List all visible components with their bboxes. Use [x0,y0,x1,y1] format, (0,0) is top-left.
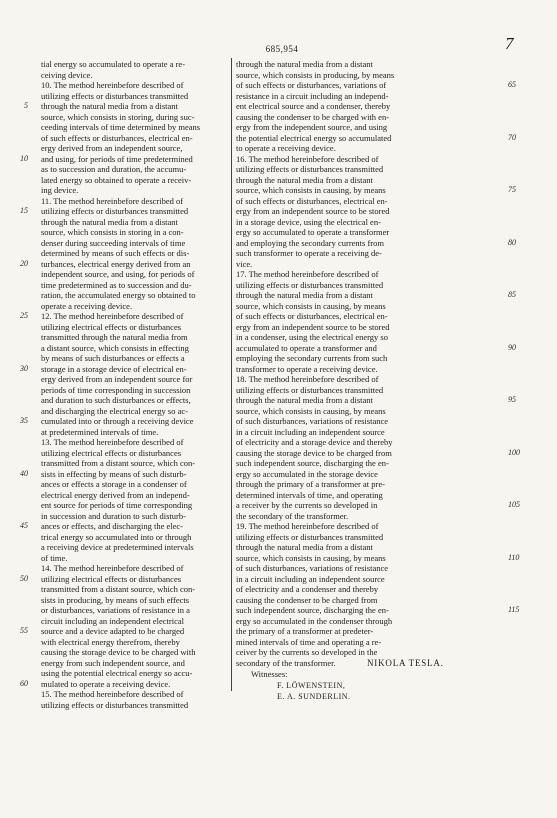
text-line: by means of such disturbances or effects a [41,353,185,363]
line-number: 95 [508,395,516,404]
text-line: a receiving device at predetermined intervals [41,542,194,552]
column-divider [231,58,232,691]
text-line: electrical energy derived from an independ- [41,489,190,500]
text-line: through the natural media from a distant [236,290,373,300]
text-line: storage in a storage device of electrical en- [41,363,187,374]
text-line: the potential electrical energy so accumulated [236,132,392,143]
text-line: a receiver by the currents so developed in [236,500,378,510]
text-line: of such effects or disturbances, electrical en- [236,195,388,206]
text-line: ergy so accumulated in the condenser through [236,615,393,626]
text-line: ergy from an independent source to be stored [236,206,390,216]
text-line: in a condenser, using the electrical energy so [236,332,388,342]
text-line: source, which consists in producing, by means [236,69,395,80]
witnesses-block [251,669,351,702]
text-line: circuit including an independent electrical [41,615,185,626]
text-line: of such disturbances, variations of resistance [236,416,389,426]
text-line: energy from such independent source, and [41,657,185,668]
line-number: 30 [20,363,28,373]
text-line: accumulated to operate a transformer and [236,342,377,353]
text-line: cumulated into or through a receiving device [41,416,194,426]
text-line: transmitted from a distant source, which con- [41,584,196,594]
text-line: ration, the accumulated energy so obtained to [41,290,196,300]
text-line: through the natural media from a distant [236,174,373,185]
text-line: of such effects or disturbances, electrical en- [236,311,388,321]
text-line: 13. The method hereinbefore described of [41,437,184,447]
text-line: 16. The method hereinbefore described of [236,153,379,164]
text-line: such independent source, discharging the en- [236,605,389,615]
text-line: periods of time corresponding in succession [41,384,191,395]
line-number: 85 [508,290,516,299]
line-number: 60 [20,678,28,688]
text-line: operate a receiving device. [41,300,133,311]
text-line: at predetermined intervals of time. [41,426,159,437]
right-column [236,59,426,668]
text-line: of such disturbances, variations of resistance [236,563,389,573]
text-line: ent electrical source and a condenser, thereby [236,101,391,111]
text-line: through the natural media from a distant [236,59,373,69]
text-line: secondary of the transformer. [236,657,336,668]
inventor-signature: NIKOLA TESLA. [367,658,444,668]
text-line: utilizing effects or disturbances transmitted [41,206,189,216]
text-line: source, which consists in causing, by means [236,300,386,311]
text-line: ances or effects a storage in a condenser of [41,479,187,489]
text-line: determined intervals of time, and operating [236,489,383,500]
text-line: of time. [41,552,68,563]
text-line: utilizing effects or disturbances transmitted [41,699,189,710]
text-line: to operate a receiving device. [236,143,336,153]
text-line: through the primary of a transformer at pre- [236,479,385,489]
line-number: 75 [508,185,516,194]
text-line: in a storage device, using the electrical en- [236,216,381,227]
witness-name: F. LÖWENSTEIN, [277,681,346,690]
text-line: utilizing effects or disturbances transmitted [41,90,189,101]
text-line: ergy from an independent source to be stored [236,321,390,332]
text-line: transmitted through the natural media from [41,332,188,342]
text-line: ergy so accumulated to operate a transformer [236,227,390,237]
text-line: ent source for periods of time corresponding [41,500,193,510]
text-line: ergy from the independent source, and using [236,122,388,132]
text-line: source, which consists in causing, by means [236,185,386,195]
text-line: 17. The method hereinbefore described of [236,269,379,279]
line-number: 40 [20,468,28,478]
text-line: through the natural media from a distant [41,101,178,111]
text-line: independent source, and using, for periods of [41,269,195,279]
text-line: 19. The method hereinbefore described of [236,521,379,531]
text-line: utilizing effects or disturbances transmitted [236,531,384,542]
text-line: source, which consists in storing in a con- [41,227,184,237]
text-line: denser during succeeding intervals of time [41,237,186,248]
text-line: determined by means of such effects or dis- [41,248,190,258]
text-line: ceiver by the currents so developed in the [236,647,378,657]
text-line: vice. [236,258,253,269]
line-number: 110 [508,552,520,562]
text-line: ergy derived from an independent source for [41,374,193,384]
text-line: the primary of a transformer at predeter- [236,626,374,636]
text-line: or disturbances, variations of resistance in a [41,605,190,615]
text-line: utilizing electrical effects or disturbances [41,321,182,332]
text-line: sists in producing, by means of such effects [41,594,190,605]
text-line: transmitted from a distant source, which con- [41,458,196,468]
text-line: turbances, electrical energy derived from an [41,258,191,269]
line-number: 105 [508,500,520,509]
line-number: 10 [20,153,28,163]
text-line: through the natural media from a distant [41,216,178,227]
text-line: mined intervals of time and operating a re- [236,636,382,647]
text-line: tial energy so accumulated to operate a re- [41,59,186,69]
text-line: trical energy so accumulated into or through [41,531,192,542]
line-number: 15 [20,206,28,215]
text-line: as to succession and duration, the accumu- [41,164,187,174]
text-line: ances or effects, and discharging the elec- [41,521,183,531]
text-line: 14. The method hereinbefore described of [41,563,184,573]
text-line: 18. The method hereinbefore described of [236,374,379,384]
line-number: 35 [20,416,28,425]
text-line: using the potential electrical energy so accu- [41,668,193,678]
line-number: 25 [20,311,28,320]
text-line: source, which consists in causing, by means [236,405,386,416]
text-line: employing the secondary currents from such [236,353,388,363]
text-line: transformer to operate a receiving device. [236,363,378,374]
text-line: causing the storage device to be charged with [41,647,196,657]
line-number: 90 [508,342,516,352]
text-line: ing device. [41,185,79,195]
text-line: a distant source, which consists in effecting [41,342,189,353]
text-line: ceiving device. [41,69,93,80]
text-line: resistance in a circuit including an independ- [236,90,389,101]
line-number: 115 [508,605,520,614]
text-line: and duration to such disturbances or effects, [41,395,191,405]
text-line: utilizing electrical effects or disturbances [41,573,182,584]
text-line: and discharging the electrical energy so ac- [41,405,188,416]
patent-number: 685,954 [265,44,299,54]
text-line: and using, for periods of time predetermined [41,153,193,164]
text-line: in succession and duration to such disturb- [41,510,186,521]
text-line: utilizing effects or disturbances transmitted [236,384,384,395]
left-column [41,59,226,710]
line-number: 45 [20,521,28,530]
text-line: ergy so accumulated in the storage device [236,468,378,479]
line-number: 80 [508,237,516,247]
text-line: of electricity and a storage device and thereby [236,437,393,447]
text-line: utilizing effects or disturbances transmitted [236,164,384,174]
text-line: time predetermined as to succession and du- [41,279,192,290]
line-number: 70 [508,132,516,142]
text-line: in a circuit including an independent source [236,573,385,584]
witnesses-label: Witnesses: [251,669,288,679]
text-line: in a circuit including an independent source [236,426,385,437]
text-line: utilizing electrical effects or disturbances [41,447,182,458]
text-line: the secondary of the transformer. [236,510,349,521]
text-line: with electrical energy therefrom, thereby [41,636,180,647]
text-line: and employing the secondary currents from [236,237,384,248]
text-line: of such effects or disturbances, electrical en- [41,132,193,143]
text-line: mulated to operate a receiving device. [41,678,171,689]
page-number: 7 [505,34,514,53]
text-line: source, which consists in causing, by means [236,552,386,563]
witness-name: E. A. SUNDERLIN. [277,692,351,701]
line-number: 65 [508,80,516,89]
text-line: sists in effecting by means of such disturb- [41,468,187,479]
text-line: ergy derived from an independent source, [41,143,183,153]
line-number: 50 [20,573,28,583]
text-line: utilizing effects or disturbances transmitted [236,279,384,290]
line-number: 20 [20,258,28,268]
text-line: causing the condenser to be charged from [236,594,378,605]
text-line: 15. The method hereinbefore described of [41,689,184,699]
line-number: 55 [20,626,28,635]
text-line: source, which consists in storing, during suc- [41,111,195,122]
text-line: such transformer to operate a receiving de- [236,248,382,258]
text-line: source and a device adapted to be charged [41,626,185,636]
text-line: ceeding intervals of time determined by means [41,122,201,132]
text-line: causing the condenser to be charged with en- [236,111,390,122]
line-number: 5 [24,101,28,110]
text-line: 11. The method hereinbefore described of [41,195,184,206]
text-line: 10. The method hereinbefore described of [41,80,184,90]
text-line: through the natural media from a distant [236,395,373,405]
text-line: causing the storage device to be charged from [236,447,392,458]
text-line: through the natural media from a distant [236,542,373,552]
text-line: lated energy so obtained to operate a receiv- [41,174,192,185]
line-number: 100 [508,447,520,457]
text-line: 12. The method hereinbefore described of [41,311,184,321]
text-line: of electricity and a condenser and thereby [236,584,379,594]
text-line: of such effects or disturbances, variations of [236,80,387,90]
text-line: such independent source, discharging the en- [236,458,389,468]
